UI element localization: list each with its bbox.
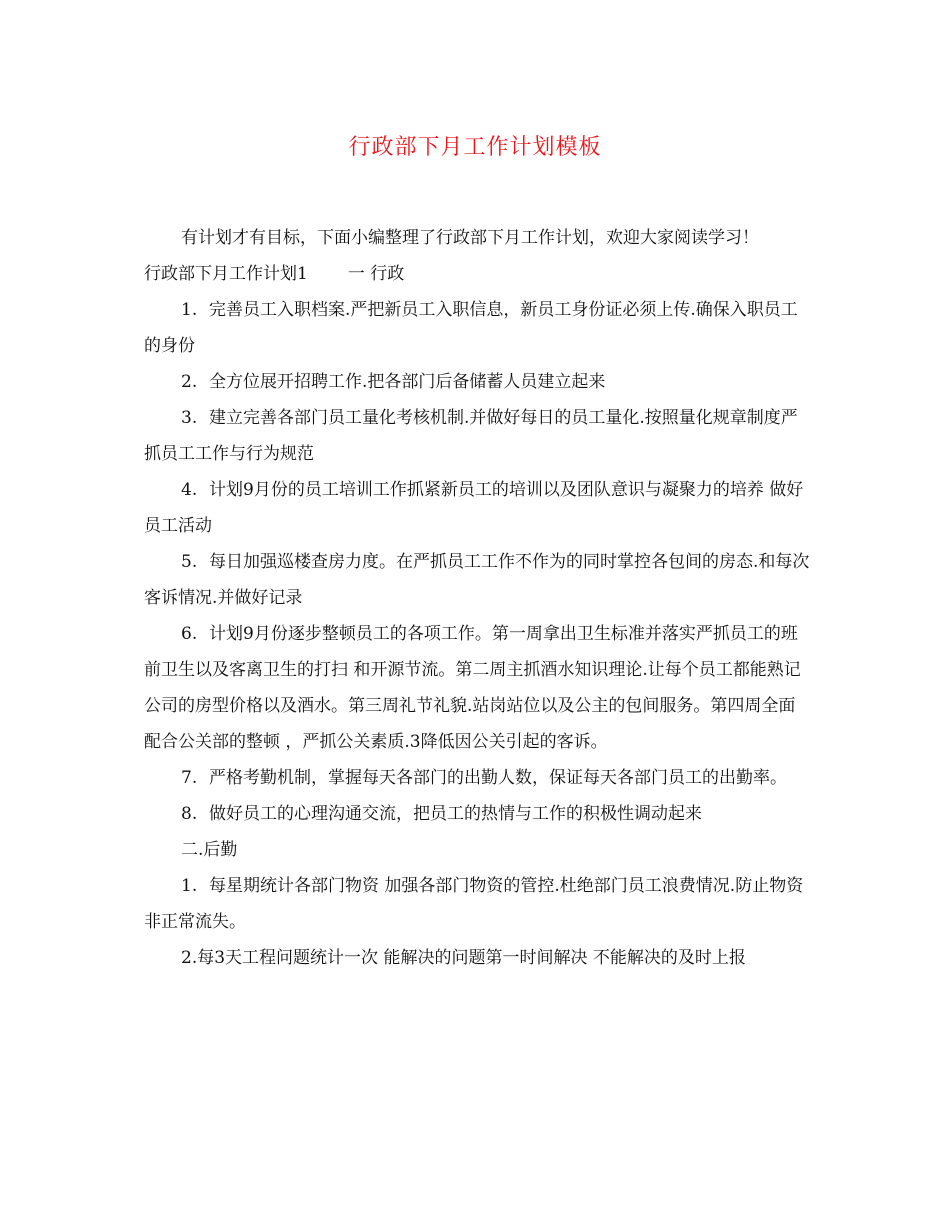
- item-text: 每星期统计各部门物资 加强各部门物资的管控.杜绝部门员工浪费情况.防止物资非正常流失。: [144, 876, 804, 932]
- item-number: 3.: [181, 408, 198, 428]
- section1-item: [144, 616, 812, 760]
- item-text: 计划9月份逐步整顿员工的各项工作。第一周拿出卫生标准并落实严抓员工的班前卫生以及客离卫生的打扫 和开源节流。第二周主抓酒水知识理论.让每个员工都能熟记公司的房型价格以及酒水。第三周礼节礼貌.站岗站位以及公主的包间服务。第四周全面配合公关部的整顿 ，严抓公关素质.3降低因公关引起的客诉。: [144, 624, 801, 752]
- item-number: 8.: [181, 804, 198, 824]
- item-text: 完善员工入职档案.严把新员工入职信息，新员工身份证必须上传.确保入职员工的身份: [144, 300, 798, 356]
- section1-item: [144, 544, 812, 616]
- section1-item: [144, 400, 812, 472]
- item-text: 每3天工程问题统计一次 能解决的问题第一时间解决 不能解决的及时上报: [197, 948, 746, 968]
- item-number: 6.: [181, 624, 198, 644]
- item-number: 1.: [181, 876, 198, 896]
- item-number: 1.: [181, 300, 198, 320]
- section1-item: [144, 292, 812, 364]
- item-number: 5.: [181, 552, 198, 572]
- item-text: 严格考勤机制，掌握每天各部门的出勤人数，保证每天各部门员工的出勤率。: [209, 768, 787, 788]
- document-title: 行政部下月工作计划模板: [348, 135, 602, 160]
- item-text: 每日加强巡楼查房力度。在严抓员工工作不作为的同时掌控各包间的房态.和每次客诉情况.并做好记录: [144, 552, 810, 608]
- plan-heading: 行政部下月工作计划1: [144, 264, 308, 284]
- item-number: 2.: [181, 948, 198, 968]
- document-body: [144, 220, 812, 976]
- section1-item: [144, 760, 812, 796]
- plan-heading-line: [144, 256, 812, 292]
- section2-item: [144, 940, 812, 976]
- item-text: 做好员工的心理沟通交流，把员工的热情与工作的积极性调动起来: [209, 804, 702, 824]
- section1-item: [144, 364, 812, 400]
- intro-paragraph: 有计划才有目标，下面小编整理了行政部下月工作计划，欢迎大家阅读学习！: [181, 228, 759, 248]
- section2-item: [144, 868, 812, 940]
- section1-item: [144, 796, 812, 832]
- item-text: 建立完善各部门员工量化考核机制.并做好每日的员工量化.按照量化规章制度严抓员工工作与行为规范: [144, 408, 798, 464]
- section1-item: [144, 472, 812, 544]
- item-text: 计划9月份的员工培训工作抓紧新员工的培训以及团队意识与凝聚力的培养 做好员工活动: [144, 480, 804, 536]
- section1-title: 一 行政: [347, 264, 405, 284]
- item-number: 2.: [181, 372, 198, 392]
- item-number: 4.: [181, 480, 198, 500]
- item-text: 全方位展开招聘工作.把各部门后备储蓄人员建立起来: [209, 372, 606, 392]
- section2-title: 二.后勤: [181, 840, 238, 860]
- item-number: 7.: [181, 768, 198, 788]
